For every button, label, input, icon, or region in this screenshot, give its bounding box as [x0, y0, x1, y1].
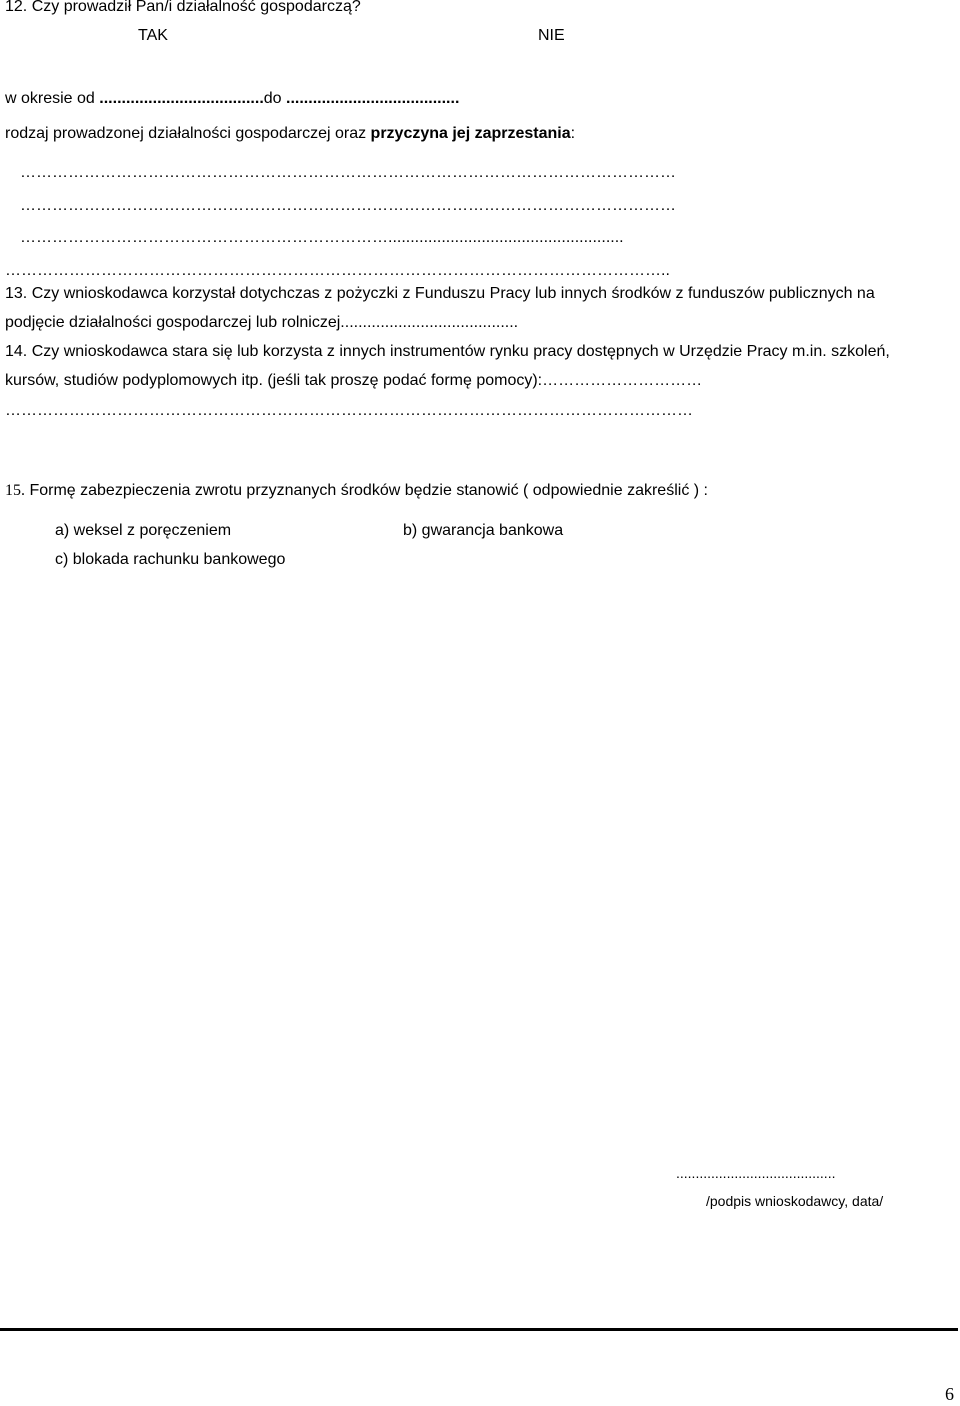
- signature-line[interactable]: .........................................: [676, 1165, 836, 1181]
- q15-question-text: Formę zabezpieczenia zwrotu przyznanych środków będzie stanowić ( odpowiednie zakreślić ) :: [25, 482, 708, 499]
- q15-option-a[interactable]: a) weksel z poręczeniem: [55, 522, 232, 539]
- q12-answer-line-2[interactable]: ……………………………………………………………………………………………………………: [20, 197, 676, 214]
- q12-answer-line-1[interactable]: ……………………………………………………………………………………………………………: [20, 164, 676, 181]
- q12-period-from-field[interactable]: .....................................: [99, 90, 264, 107]
- q12-answer-line-4-dots: …………………………………………………………………………………………………………….: [5, 262, 666, 279]
- footer-rule: [0, 1328, 958, 1331]
- q12-option-yes[interactable]: TAK: [138, 27, 168, 44]
- q13-question-line-2[interactable]: podjęcie działalności gospodarczej lub rolniczej........................................: [5, 314, 519, 331]
- q14-answer-line[interactable]: …………………………………………………………………………………………………………………: [5, 402, 693, 419]
- q12-period: [5, 89, 459, 109]
- q12-answer-line-4-end: .: [665, 262, 670, 279]
- q13-question-line-1: 13. Czy wnioskodawca korzystał dotychczas z pożyczki z Funduszu Pracy lub innych środków z funduszów publicznych na: [5, 285, 875, 302]
- q12-period-to-label: do: [263, 90, 282, 107]
- q12-reason-bold: przyczyna jej zaprzestania: [370, 125, 571, 142]
- q12-question: 12. Czy prowadził Pan/i działalność gospodarczą?: [5, 0, 361, 15]
- q15-option-c[interactable]: c) blokada rachunku bankowego: [55, 551, 286, 568]
- q12-reason-text: rodzaj prowadzonej działalności gospodarczej oraz: [5, 125, 371, 142]
- q12-reason-colon: :: [570, 125, 576, 142]
- q12-option-no[interactable]: NIE: [538, 27, 565, 44]
- q12-answer-line-3[interactable]: …………………………………………………………….....................................................: [20, 229, 624, 246]
- q14-question-line-1: 14. Czy wnioskodawca stara się lub korzysta z innych instrumentów rynku pracy dostępnych w Urzędzie Pracy m.in. szkoleń,: [5, 343, 890, 360]
- q15-number: 15.: [5, 482, 25, 499]
- q12-period-label: w okresie od: [5, 90, 95, 107]
- signature-label: /podpis wnioskodawcy, data/: [706, 1193, 884, 1209]
- q14-question-line-2[interactable]: kursów, studiów podyplomowych itp. (jeśli tak proszę podać formę pomocy):…………………………: [5, 372, 703, 389]
- q15-question: [5, 481, 708, 501]
- q12-reason-prompt: [5, 124, 575, 144]
- q12-answer-line-4[interactable]: [5, 261, 945, 281]
- q15-option-b[interactable]: b) gwarancja bankowa: [403, 522, 564, 539]
- page-number: 6: [945, 1384, 954, 1404]
- q12-period-to-field[interactable]: .......................................: [286, 90, 460, 107]
